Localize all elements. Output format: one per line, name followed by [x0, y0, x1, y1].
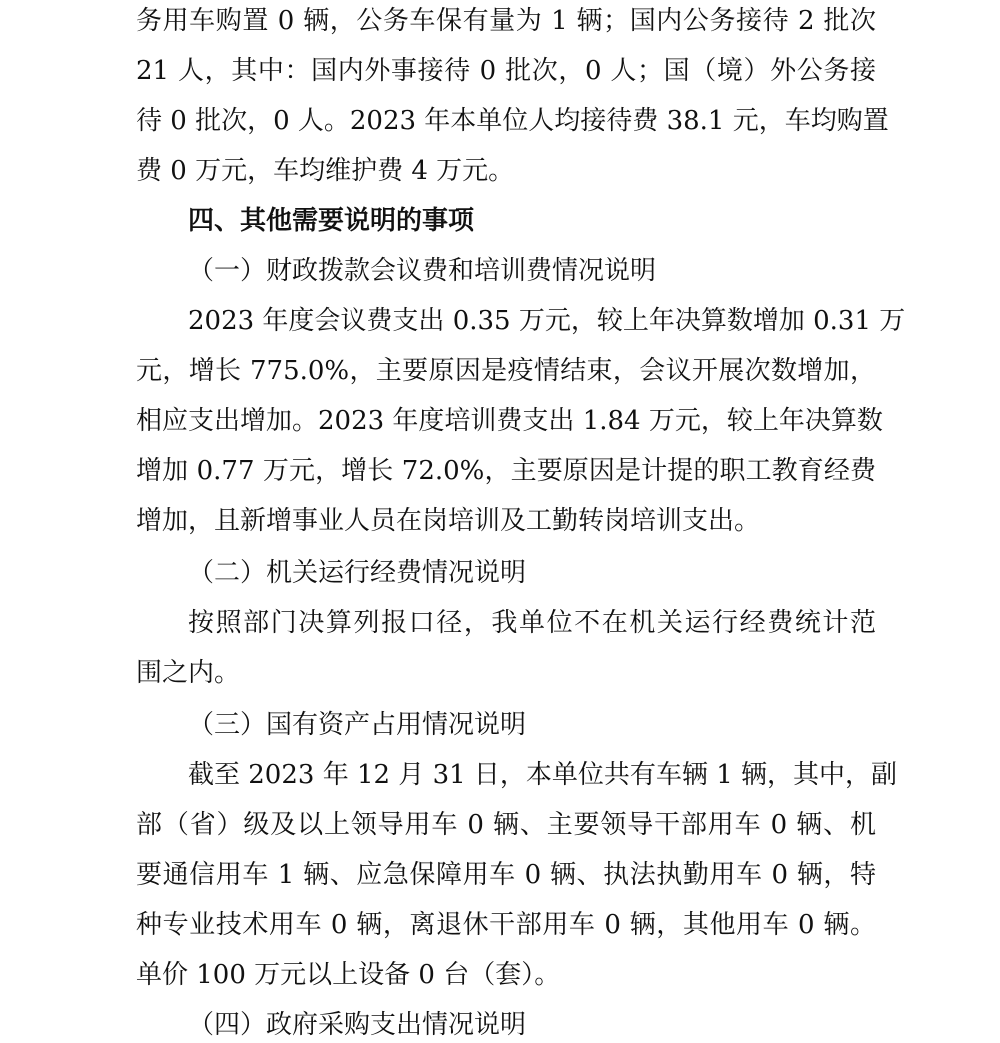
paragraph-line: 部（省）级及以上领导用车 0 辆、主要领导干部用车 0 辆、机	[136, 810, 876, 840]
paragraph-line: 21 人，其中：国内外事接待 0 批次，0 人；国（境）外公务接	[136, 56, 876, 86]
paragraph-line: 2023 年度会议费支出 0.35 万元，较上年决算数增加 0.31 万	[188, 306, 906, 336]
paragraph-line: 围之内。	[136, 658, 241, 688]
section-heading: 四、其他需要说明的事项	[188, 206, 475, 236]
paragraph-line: 截至 2023 年 12 月 31 日，本单位共有车辆 1 辆，其中，副	[188, 760, 897, 790]
paragraph-line: 要通信用车 1 辆、应急保障用车 0 辆、执法执勤用车 0 辆，特	[136, 860, 876, 890]
paragraph-line: 元，增长 775.0%，主要原因是疫情结束，会议开展次数增加，	[136, 356, 876, 386]
paragraph-line: 增加 0.77 万元，增长 72.0%，主要原因是计提的职工教育经费	[136, 456, 876, 486]
subsection-heading: （二）机关运行经费情况说明	[188, 558, 527, 588]
subsection-heading: （三）国有资产占用情况说明	[188, 710, 527, 740]
subsection-heading: （一）财政拨款会议费和培训费情况说明	[188, 256, 657, 286]
paragraph-line: 单价 100 万元以上设备 0 台（套）。	[136, 960, 561, 990]
paragraph-line: 按照部门决算列报口径，我单位不在机关运行经费统计范	[188, 608, 876, 638]
paragraph-line: 务用车购置 0 辆，公务车保有量为 1 辆；国内公务接待 2 批次	[136, 6, 876, 36]
paragraph-line: 费 0 万元，车均维护费 4 万元。	[136, 156, 515, 186]
paragraph-line: 增加，且新增事业人员在岗培训及工勤转岗培训支出。	[136, 506, 761, 536]
subsection-heading: （四）政府采购支出情况说明	[188, 1010, 527, 1040]
paragraph-line: 待 0 批次，0 人。2023 年本单位人均接待费 38.1 元，车均购置	[136, 106, 889, 136]
paragraph-line: 相应支出增加。2023 年度培训费支出 1.84 万元，较上年决算数	[136, 406, 883, 436]
paragraph-line: 种专业技术用车 0 辆，离退休干部用车 0 辆，其他用车 0 辆。	[136, 910, 876, 940]
